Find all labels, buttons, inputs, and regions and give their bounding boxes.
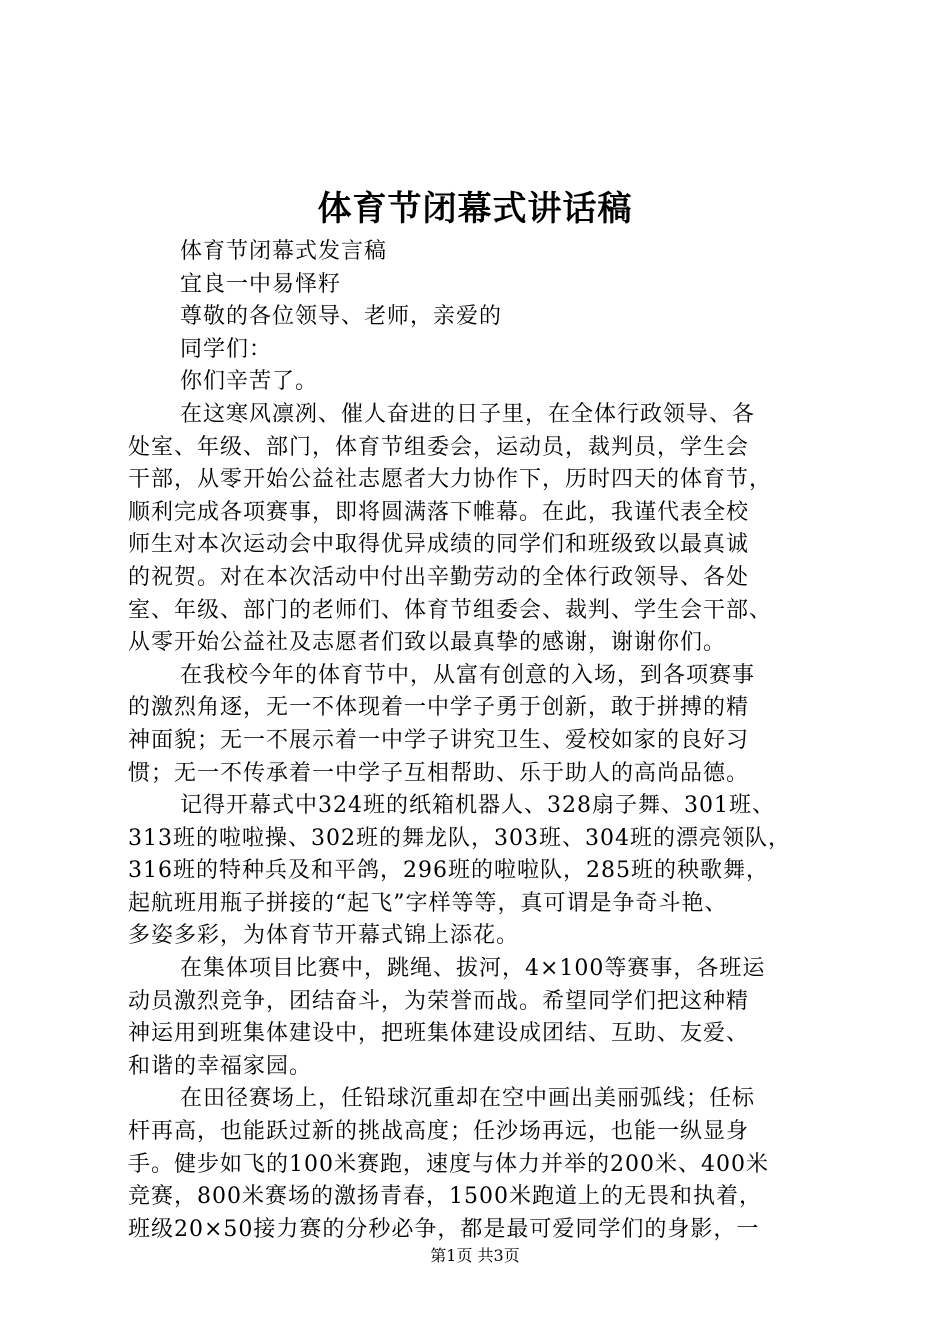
body-line: 的祝贺。对在本次活动中付出辛勤劳动的全体行政领导、各处 <box>128 564 750 590</box>
body-line: 在集体项目比赛中，跳绳、拔河，4×100等赛事，各班运 <box>180 956 766 982</box>
body-line: 竞赛，800米赛场的激扬青春，1500米跑道上的无畏和执着， <box>128 1184 762 1210</box>
body-line: 的激烈角逐，无一不体现着一中学子勇于创新，敢于拼搏的精 <box>128 695 750 721</box>
body-line: 体育节闭幕式发言稿 <box>180 239 388 264</box>
body-line: 记得开幕式中324班的纸箱机器人、328扇子舞、301班、 <box>180 793 775 819</box>
body-line: 神运用到班集体建设中，把班集体建设成团结、互助、友爱、 <box>128 1021 750 1047</box>
body-line: 从零开始公益社及志愿者们致以最真挚的感谢，谢谢你们。 <box>128 630 727 656</box>
body-line: 你们辛苦了。 <box>180 369 319 395</box>
document-title: 体育节闭幕式讲话稿 <box>317 189 633 229</box>
body-line: 多姿多彩，为体育节开幕式锦上添花。 <box>128 923 520 949</box>
body-line: 惯；无一不传承着一中学子互相帮助、乐于助人的高尚品德。 <box>128 760 750 786</box>
body-line: 动员激烈竞争，团结奋斗，为荣誉而战。希望同学们把这种精 <box>128 988 750 1014</box>
page-number-footer: 第1页 共3页 <box>430 1246 520 1265</box>
document-body <box>128 236 828 1246</box>
body-line: 干部，从零开始公益社志愿者大力协作下，历时四天的体育节， <box>128 467 773 493</box>
body-line: 在这寒风凛冽、催人奋进的日子里，在全体行政领导、各 <box>180 401 756 427</box>
body-line: 处室、年级、部门，体育节组委会，运动员，裁判员，学生会 <box>128 434 750 460</box>
body-line: 和谐的幸福家园。 <box>128 1053 313 1079</box>
body-line: 宜良一中易怿籽 <box>180 271 342 297</box>
body-line: 手。健步如飞的100米赛跑，速度与体力并举的200米、400米 <box>128 1151 769 1177</box>
body-line: 神面貌；无一不展示着一中学子讲究卫生、爱校如家的良好习 <box>128 727 750 753</box>
body-line: 师生对本次运动会中取得优异成绩的同学们和班级致以最真诚 <box>128 532 750 558</box>
body-line: 起航班用瓶子拼接的“起飞”字样等等，真可谓是争奇斗艳、 <box>128 890 728 916</box>
body-line: 同学们： <box>180 336 273 362</box>
body-line: 班级20×50接力赛的分秒必争，都是最可爱同学们的身影，一 <box>128 1216 760 1242</box>
body-line: 杆再高，也能跃过新的挑战高度；任沙场再远，也能一纵显身 <box>128 1119 750 1145</box>
body-line: 在田径赛场上，任铅球沉重却在空中画出美丽弧线；任标 <box>180 1086 756 1112</box>
body-line: 316班的特种兵及和平鸽，296班的啦啦队，285班的秧歌舞， <box>128 858 769 884</box>
body-line: 室、年级、部门的老师们、体育节组委会、裁判、学生会干部、 <box>128 597 773 623</box>
body-line: 顺利完成各项赛事，即将圆满落下帷幕。在此，我谨代表全校 <box>128 499 750 525</box>
body-line: 313班的啦啦操、302班的舞龙队，303班、304班的漂亮领队， <box>128 825 791 851</box>
body-line: 在我校今年的体育节中，从富有创意的入场，到各项赛事 <box>180 662 756 688</box>
body-line: 尊敬的各位领导、老师，亲爱的 <box>180 304 503 330</box>
